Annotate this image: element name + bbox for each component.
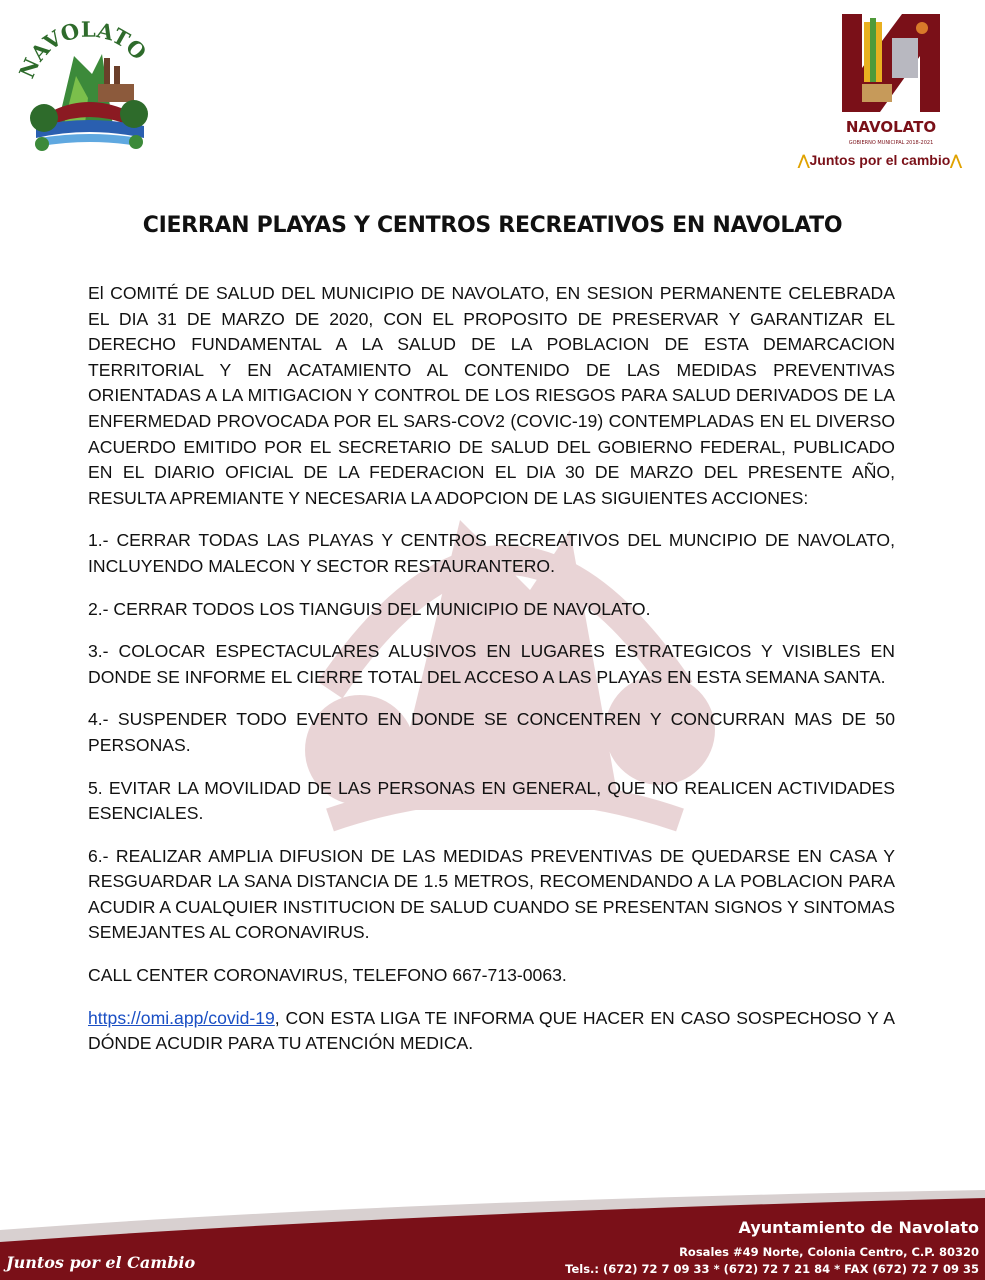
footer-organization: Ayuntamiento de Navolato [738,1218,979,1237]
link-description: , CON ESTA LIGA TE INFORMA QUE HACER EN CASO SOSPECHOSO Y A DÓNDE ACUDIR PARA TU ATENCIÓN MEDICA. [88,1007,895,1054]
footer-phones: Tels.: (672) 72 7 09 33 * (672) 72 7 21 84 * FAX (672) 72 7 09 35 [565,1262,979,1276]
intro-paragraph: El COMITÉ DE SALUD DEL MUNICIPIO DE NAVOLATO, EN SESION PERMANENTE CELEBRADA EL DIA 31 DE MARZO DE 2020, CON EL PROPOSITO DE PRESERVAR Y GARANTIZAR EL DERECHO FUNDAMENTAL A LA SALUD DE LA POBLACION DE ESTA DEMARCACION TERRITORIAL Y EN ACATAMIENTO AL CONTENIDO DE LAS MEDIDAS PREVENTIVAS ORIENTADAS A LA MITIGACION Y CONTROL DE LOS RIESGOS PARA SALUD DERIVADOS DE LA ENFERMEDAD PROVOCADA POR EL SARS-COV2 (COVIC-19) CONTEMPLADAS EN EL DIVERSO ACUERDO EMITIDO POR EL SECRETARIO DE SALUD DEL GOBIERNO FEDERAL, PUBLICADO EN EL DIARIO OFICIAL DE LA FEDERACION EL DIA 30 DE MARZO DEL PRESENTE AÑO, RESULTA APREMIANTE Y NECESARIA LA ADOPCION DE LAS SIGUIENTES ACCIONES: [88,283,895,508]
action-item-2: 2.- CERRAR TODOS LOS TIANGUIS DEL MUNICIPIO DE NAVOLATO. [88,598,651,619]
footer-slogan: Juntos por el Cambio [6,1253,196,1272]
document-title: CIERRAN PLAYAS Y CENTROS RECREATIVOS EN NAVOLATO [142,213,843,238]
chevron-icon: ⋀ [950,152,962,168]
action-item-1: 1.- CERRAR TODAS LAS PLAYAS Y CENTROS RECREATIVOS DEL MUNCIPIO DE NAVOLATO, INCLUYENDO MALECON Y SECTOR RESTAURANTERO. [88,530,895,576]
header-slogan [798,152,978,169]
document-body [88,281,895,1074]
logo-name: NAVOLATO [845,118,937,136]
action-item-5: 5. EVITAR LA MOVILIDAD DE LAS PERSONAS EN GENERAL, QUE NO REALICEN ACTIVIDADES ESENCIALES. [88,777,895,824]
seal-arc-text: NAVOLATO [14,16,152,82]
chevron-icon: ⋀ [798,152,810,168]
header-slogan-text: Juntos por el cambio [809,152,951,168]
call-center-line: CALL CENTER CORONAVIRUS, TELEFONO 667-713-0063. [88,965,567,986]
action-item-3: 3.- COLOCAR ESPECTACULARES ALUSIVOS EN LUGARES ESTRATEGICOS Y VISIBLES EN DONDE SE INFORME EL CIERRE TOTAL DEL ACCESO A LAS PLAYAS EN ESTA SEMANA SANTA. [88,641,895,687]
navolato-seal-logo [14,14,164,164]
link-paragraph [88,1006,895,1057]
covid-info-link[interactable]: https://omi.app/covid-19 [88,1007,275,1028]
footer-address: Rosales #49 Norte, Colonia Centro, C.P. 80320 [679,1245,979,1259]
logo-subtitle: GOBIERNO MUNICIPAL 2018-2021 [848,140,934,146]
navolato-government-logo [832,8,950,148]
action-item-4: 4.- SUSPENDER TODO EVENTO EN DONDE SE CONCENTREN Y CONCURRAN MAS DE 50 PERSONAS. [88,709,895,755]
action-item-6: 6.- REALIZAR AMPLIA DIFUSION DE LAS MEDIDAS PREVENTIVAS DE QUEDARSE EN CASA Y RESGUARDAR LA SANA DISTANCIA DE 1.5 METROS, RECOMENDANDO A LA POBLACION PARA ACUDIR A CUALQUIER INSTITUCION DE SALUD CUANDO SE PRESENTAN SIGNOS Y SINTOMAS SEMEJANTES AL CORONAVIRUS. [88,845,895,943]
